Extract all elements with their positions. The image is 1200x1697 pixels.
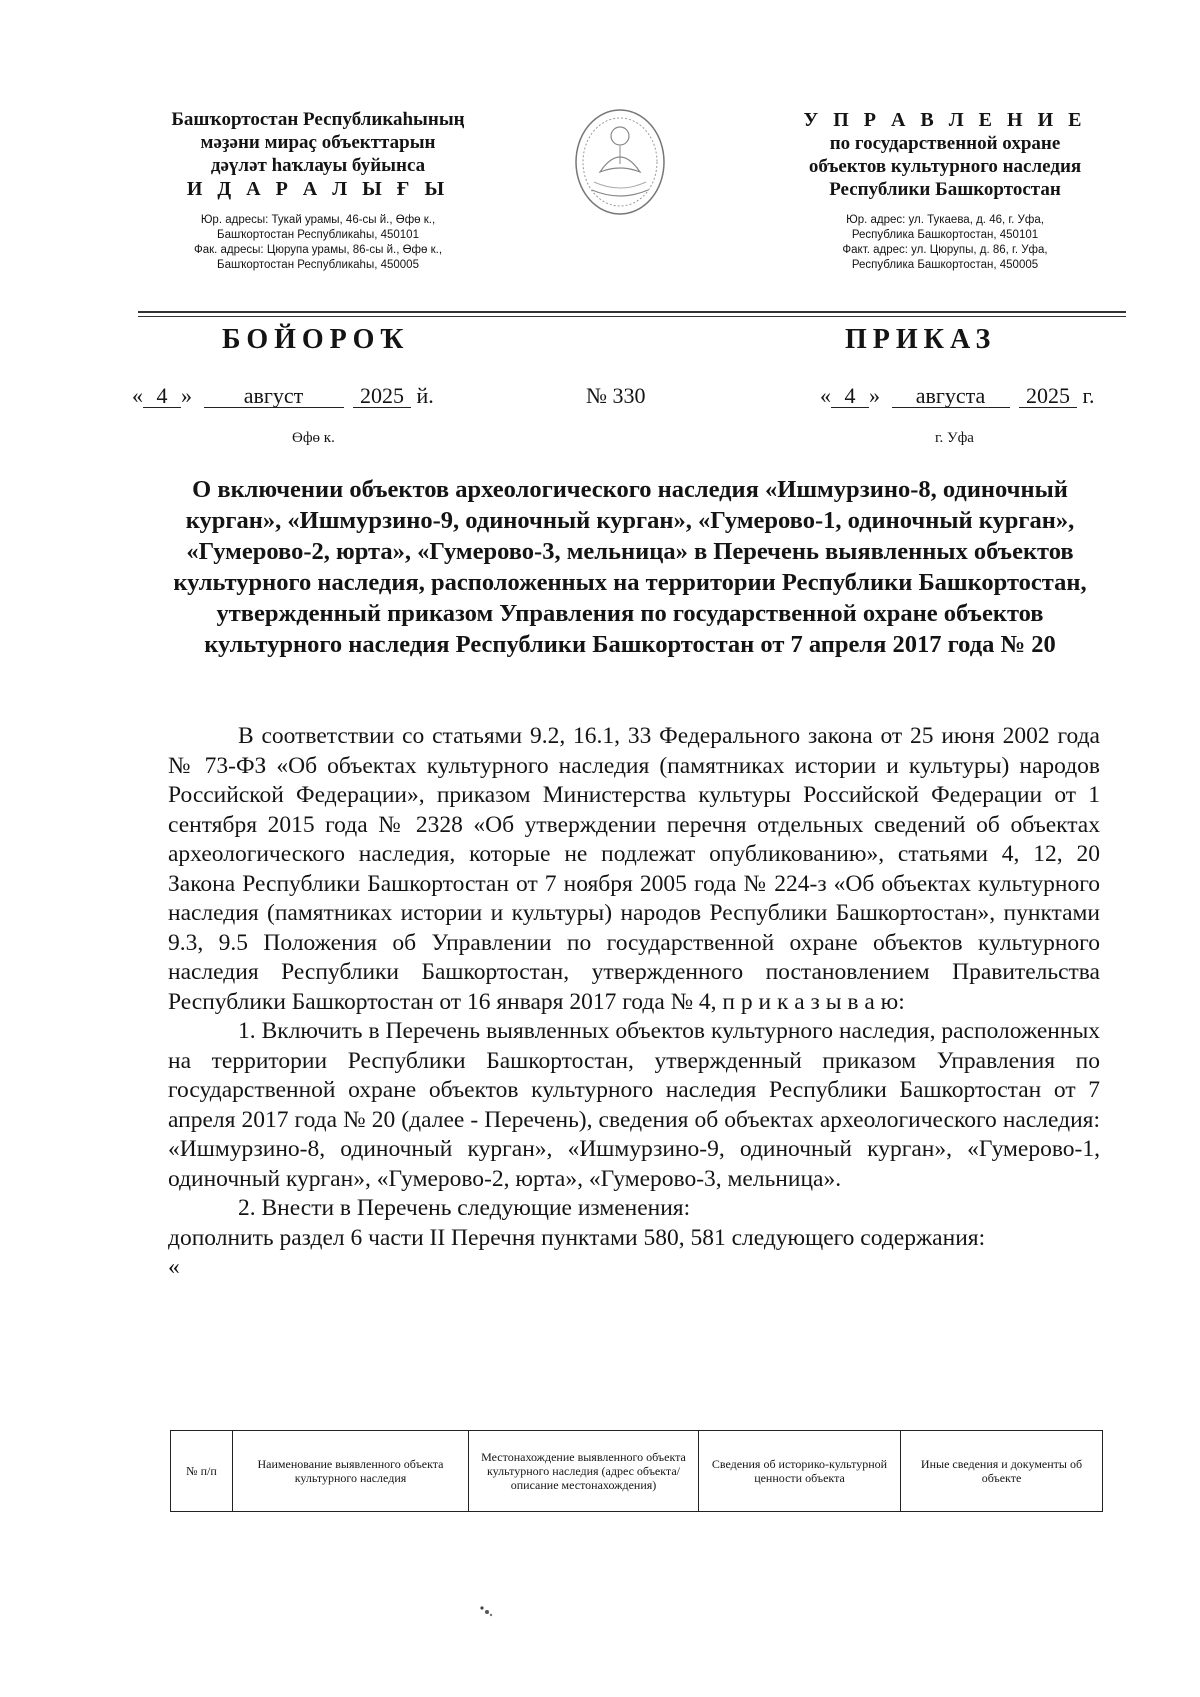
- header-right: [760, 108, 1130, 273]
- date-suffix: г.: [1082, 383, 1095, 408]
- header-right-line: Республики Башкортостан: [829, 179, 1061, 200]
- table-header-cell: Местонахождение выявленного объекта культурного наследия (адрес объекта/описание местонахождения): [469, 1431, 699, 1512]
- date-day: 4: [143, 385, 181, 408]
- order-title: О включении объектов археологического наследия «Ишмурзино-8, одиночный курган», «Ишмурзино-9, одиночный курган», «Гумерово-1, одиночный курган», «Гумерово-2, юрта», «Гумерово-3, мельница» в Перечень выявленных объектов культурного наследия, расположенных на территории Республики Башкортостан, утвержденный приказом Управления по государственной охране объектов культурного наследия Республики Башкортостан от 7 апреля 2017 года № 20: [173, 476, 1087, 658]
- order-body: [168, 722, 1100, 1283]
- header-right-title: У П Р А В Л Е Н И Е: [803, 109, 1087, 131]
- date-quote-close: »: [181, 383, 192, 408]
- header-divider: [138, 311, 1126, 313]
- header-left-title: И Д А Р А Л Ы Ғ Ы: [186, 178, 450, 200]
- doc-type-russian: ПРИКАЗ: [845, 324, 997, 355]
- scan-speck-marks: [478, 1602, 508, 1622]
- preamble-paragraph: В соответствии со статьями 9.2, 16.1, 33 Федерального закона от 25 июня 2002 года № 73-ФЗ «Об объектах культурного наследия (памятниках истории и культуры) народов Российской Федерации», приказом Министерства культуры Российской Федерации от 1 сентября 2015 года № 2328 «Об утверждении перечня отдельных сведений об объектах археологического наследия, которые не подлежат опубликованию», статьями 4, 12, 20 Закона Республики Башкортостан от 7 ноября 2005 года № 224-з «Об объектах культурного наследия (памятниках истории и культуры) народов Республики Башкортостан», пунктами 9.3, 9.5 Положения об Управлении по государственной охране объектов культурного наследия Республики Башкортостан, утвержденного постановлением Правительства Республики Башкортостан от 16 января 2017 года № 4, п р и к а з ы в а ю:: [168, 723, 1100, 1015]
- address-line: Юр. адрес: ул. Тукаева, д. 46, г. Уфа,: [846, 214, 1044, 226]
- date-month: августа: [892, 385, 1010, 408]
- address-line: Башҡортостан Республикаһы, 450005: [217, 259, 419, 271]
- date-quote-close: »: [869, 383, 880, 408]
- header-left: [118, 108, 518, 273]
- date-left: [132, 383, 434, 409]
- address-line: Юр. адресы: Тукай урамы, 46-сы й., Өфө к.,: [200, 214, 436, 226]
- header-right-line: объектов культурного наследия: [808, 156, 1082, 177]
- city-left: Өфө к.: [292, 430, 335, 446]
- table-header-cell: Сведения об историко-культурной ценности объекта: [699, 1431, 901, 1512]
- table-header-cell: № п/п: [171, 1431, 233, 1512]
- coat-of-arms-emblem: [570, 102, 670, 222]
- date-quote-open: «: [132, 383, 143, 408]
- year-prefix: 20: [360, 383, 382, 408]
- date-year: [1019, 385, 1077, 408]
- address-line: Республика Башкортостан, 450101: [851, 229, 1039, 241]
- date-right: [820, 383, 1095, 409]
- header-left-line: Башҡортостан Республикаһының: [171, 109, 465, 130]
- address-line: Башҡортостан Республикаһы, 450101: [217, 229, 419, 241]
- year-prefix: 20: [1026, 383, 1048, 408]
- city-right: г. Уфа: [935, 430, 974, 446]
- address-line: Республика Башкортостан, 450005: [851, 259, 1039, 271]
- quote-open: «: [168, 1254, 180, 1280]
- year-suffix: 25: [1048, 383, 1070, 408]
- date-year: [353, 385, 411, 408]
- address-line: Факт. адрес: ул. Цюрупы, д. 86, г. Уфа,: [842, 244, 1048, 256]
- item-1-paragraph: 1. Включить в Перечень выявленных объектов культурного наследия, расположенных на территории Республики Башкортостан, утвержденный приказом Управления по государственной охране объектов культурного наследия Республики Башкортостан от 7 апреля 2017 года № 20 (далее - Перечень), сведения об объектах археологического наследия: «Ишмурзино-8, одиночный курган», «Ишмурзино-9, одиночный курган», «Гумерово-1, одиночный курган», «Гумерово-2, юрта», «Гумерово-3, мельница».: [168, 1018, 1100, 1192]
- table-header-cell: Иные сведения и документы об объекте: [901, 1431, 1103, 1512]
- header-divider-thin: [138, 316, 1126, 317]
- date-quote-open: «: [820, 383, 831, 408]
- header-left-address: [118, 213, 518, 273]
- doc-type-bashkir: БОЙОРОҠ: [222, 324, 410, 355]
- year-suffix: 25: [382, 383, 404, 408]
- objects-table: [170, 1430, 1103, 1512]
- date-day: 4: [831, 385, 869, 408]
- item-2-text: дополнить раздел 6 части II Перечня пунктами 580, 581 следующего содержания:: [168, 1224, 986, 1251]
- address-line: Фак. адресы: Цюрупа урамы, 86-сы й., Өфө к.,: [193, 244, 443, 256]
- header-right-address: [760, 213, 1130, 273]
- table-header-row: [171, 1431, 1103, 1512]
- order-number: № 330: [586, 383, 646, 408]
- date-suffix: й.: [416, 383, 434, 408]
- date-month: август: [204, 385, 344, 408]
- table-header-cell: Наименование выявленного объекта культурного наследия: [233, 1431, 469, 1512]
- item-2-paragraph: 2. Внести в Перечень следующие изменения:: [238, 1195, 691, 1221]
- header-right-line: по государственной охране: [829, 133, 1061, 154]
- header-left-line: дәүләт һаҡлауы буйынса: [210, 155, 426, 176]
- header-left-line: мәҙәни мираҫ объекттарын: [200, 132, 436, 153]
